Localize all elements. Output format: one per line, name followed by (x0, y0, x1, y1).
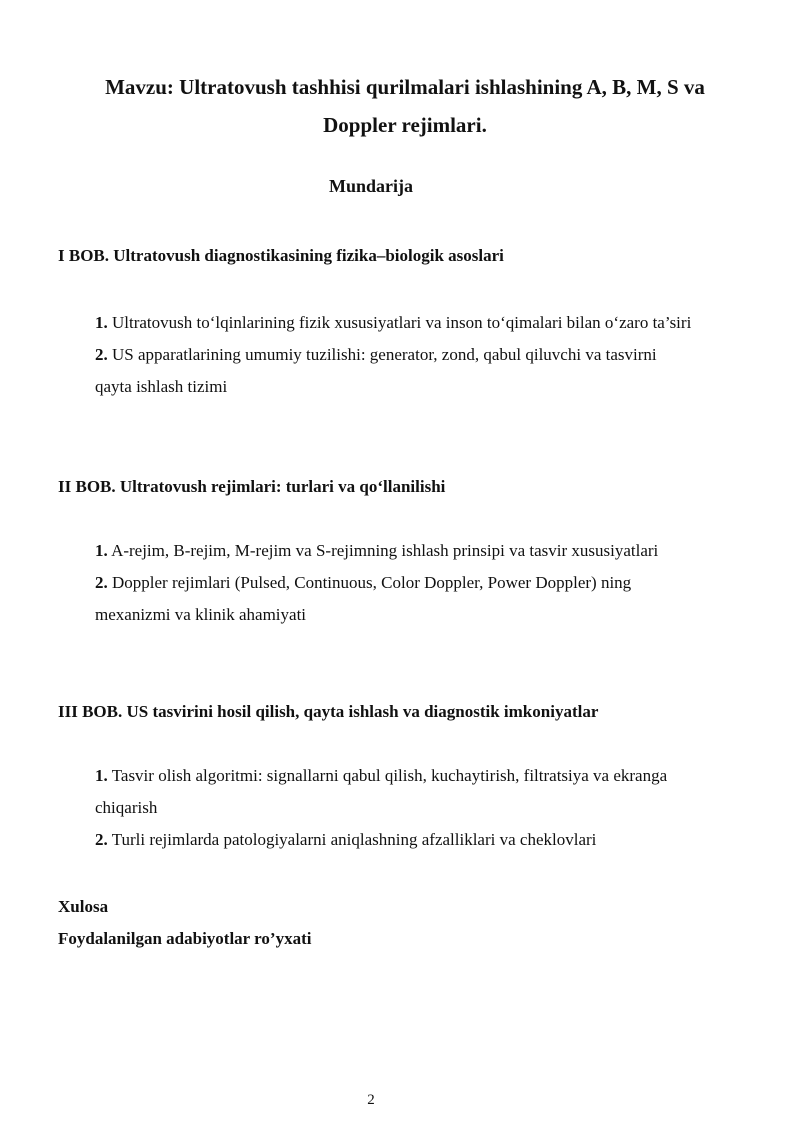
chapter-3-item-2 (95, 824, 695, 856)
item-text: Tasvir olish algoritmi: signallarni qabul qilish, kuchaytirish, filtratsiya va ekranga chiqarish (95, 766, 668, 817)
chapter-1-items (95, 307, 695, 403)
document-title-line-2: Doppler rejimlari. (323, 113, 487, 137)
page-number: 2 (367, 1092, 375, 1108)
item-text: US apparatlarining umumiy tuzilishi: generator, zond, qabul qiluvchi va tasvirni qayta ishlash tizimi (95, 345, 657, 396)
item-number: 2. (95, 573, 108, 592)
chapter-2-items (95, 535, 695, 631)
chapter-2-item-2 (95, 567, 695, 631)
item-number: 2. (95, 345, 108, 364)
chapter-2-heading: II BOB. Ultratovush rejimlari: turlari va qo‘llanilishi (58, 477, 446, 496)
document-title-line-1: Mavzu: Ultratovush tashhisi qurilmalari ishlashining A, B, M, S va (105, 75, 705, 99)
item-text: Turli rejimlarda patologiyalarni aniqlashning afzalliklari va cheklovlari (111, 830, 597, 849)
item-number: 1. (95, 541, 108, 560)
conclusion-heading: Xulosa (58, 897, 109, 916)
chapter-3-item-1 (95, 760, 695, 824)
table-of-contents-heading: Mundarija (328, 176, 413, 196)
chapter-1-item-2 (95, 339, 695, 403)
chapter-2-item-1 (95, 535, 695, 567)
item-number: 1. (95, 313, 108, 332)
item-number: 2. (95, 830, 108, 849)
chapter-1-heading: I BOB. Ultratovush diagnostikasining fizika–biologik asoslari (58, 246, 504, 265)
references-heading: Foydalanilgan adabiyotlar ro’yxati (58, 929, 312, 948)
chapter-3-items (95, 760, 695, 856)
item-text: Doppler rejimlari (Pulsed, Continuous, Color Doppler, Power Doppler) ning mexanizmi va klinik ahamiyati (95, 573, 632, 624)
item-text: Ultratovush to‘lqinlarining fizik xususiyatlari va inson to‘qimalari bilan o‘zaro ta’siri (112, 313, 692, 332)
chapter-3-heading: III BOB. US tasvirini hosil qilish, qayta ishlash va diagnostik imkoniyatlar (58, 702, 599, 721)
chapter-1-item-1 (95, 307, 695, 339)
item-number: 1. (95, 766, 108, 785)
item-text: A-rejim, B-rejim, M-rejim va S-rejimning ishlash prinsipi va tasvir xususiyatlari (111, 541, 659, 560)
